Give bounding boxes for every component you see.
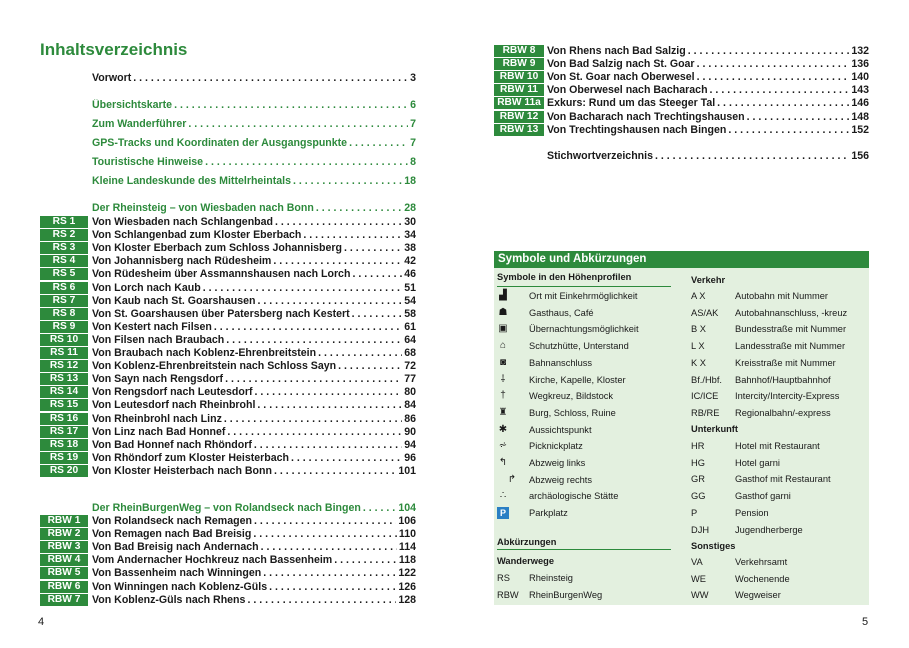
- legend-abbr-label: Wegweiser: [735, 590, 781, 600]
- shelter-icon: ⌂: [499, 340, 507, 352]
- toc-leader-dots: [255, 399, 402, 412]
- legend-symbol-label: Bahnanschluss: [529, 357, 593, 368]
- route-code-badge: RS 6: [40, 282, 88, 294]
- toc-leader-dots: [336, 360, 402, 373]
- toc-entry-label: Der RheinBurgenWeg – von Rolandseck nach Bingen: [92, 502, 361, 514]
- legend-abbr-label: Bahnhof/Hauptbahnhof: [735, 374, 831, 385]
- toc-entry-rheinsteig[interactable]: [92, 268, 416, 281]
- legend-symbol-label: Burg, Schloss, Ruine: [529, 407, 616, 418]
- legend-abbr-label: Bundesstraße mit Nummer: [735, 324, 847, 335]
- toc-entry-rheinsteig[interactable]: [92, 399, 416, 412]
- legend-symbol-label: Abzweig rechts: [529, 474, 593, 485]
- toc-leader-dots: [201, 282, 403, 295]
- toc-entry-label: Von Filsen nach Braubach: [92, 333, 225, 346]
- legend-abbr-label: Landesstraße mit Nummer: [735, 341, 846, 352]
- lodging-icon: ▣: [498, 323, 508, 335]
- toc-entry-label: Von Bad Honnef nach Rhöndorf: [92, 438, 252, 451]
- toc-leader-dots: [251, 528, 397, 541]
- legend-abbr-label: Gasthof garni: [735, 491, 791, 502]
- legend-abbr: HR: [691, 441, 705, 451]
- toc-entry-rheinburgenweg[interactable]: [92, 594, 416, 607]
- route-code-badge: RS 10: [40, 334, 88, 346]
- toc-entry-page: 114: [398, 541, 416, 554]
- legend-abbr: WE: [691, 573, 706, 584]
- picnic-icon: ⩫: [498, 440, 508, 452]
- legend-abbr: L X: [691, 341, 705, 352]
- toc-entry-rheinsteig[interactable]: [92, 439, 416, 452]
- toc-leader-dots: [347, 137, 408, 150]
- town-icon: ▟: [499, 290, 507, 301]
- route-code-badge: RBW 10: [494, 71, 544, 83]
- toc-entry-page: 90: [404, 425, 416, 438]
- toc-entry-label: Von Remagen nach Bad Breisig: [92, 528, 252, 541]
- toc-entry-label: Von Rüdesheim über Assmannshausen nach Lorch: [92, 268, 351, 281]
- toc-entry-label: Von Kestert nach Filsen: [92, 320, 212, 333]
- toc-leader-dots: [224, 334, 402, 347]
- legend-symbol-label: Abzweig links: [529, 458, 586, 468]
- legend-symbol-label: Kirche, Kapelle, Kloster: [529, 374, 626, 385]
- legend-abbr-label: Hotel mit Restaurant: [735, 441, 820, 451]
- toc-entry-rheinsteig[interactable]: [92, 229, 416, 242]
- toc-entry-index[interactable]: [547, 150, 869, 163]
- legend-abbr-heading: Abkürzungen: [497, 537, 557, 547]
- legend-divider: [497, 286, 671, 287]
- toc-entry-label: Von Bacharach nach Trechtingshausen: [547, 110, 745, 123]
- legend-abbr: RS: [497, 573, 510, 583]
- toc-entry-label: Von Leutesdorf nach Rheinbrohl: [92, 399, 256, 412]
- archaeology-icon: ∴: [499, 490, 507, 502]
- legend-abbr-label: RheinBurgenWeg: [529, 589, 603, 600]
- legend-abbr: GG: [691, 491, 706, 502]
- toc-leader-dots: [186, 118, 408, 131]
- legend-symbol-label: Picknickplatz: [529, 441, 583, 452]
- toc-leader-dots: [172, 99, 408, 112]
- legend-symbol-label: Übernachtungsmöglichkeit: [529, 324, 639, 335]
- toc-entry-label: Der Rheinsteig – von Wiesbaden nach Bonn: [92, 202, 314, 214]
- toc-entry-page: 128: [398, 593, 416, 606]
- toc-leader-dots: [350, 308, 403, 321]
- toc-entry-rheinsteig[interactable]: [92, 386, 416, 399]
- toc-entry-page: 86: [404, 412, 416, 425]
- toc-heading-rheinsteig[interactable]: [92, 202, 416, 215]
- toc-entry-page: 126: [398, 580, 416, 593]
- legend-abbr: Bf./Hbf.: [691, 374, 723, 385]
- toc-entry-label: Kleine Landeskunde des Mittelrheintals: [92, 175, 291, 187]
- toc-leader-dots: [131, 72, 408, 85]
- toc-leader-dots: [252, 386, 402, 399]
- legend-abbr-label: Autobahnanschluss, -kreuz: [735, 307, 848, 318]
- toc-entry-page: 156: [851, 150, 869, 162]
- legend-abbr-label: Gasthof mit Restaurant: [735, 474, 831, 485]
- route-code-badge: RS 9: [40, 321, 88, 333]
- legend-abbr: RB/RE: [691, 407, 720, 418]
- legend-abbr: B X: [691, 324, 706, 335]
- route-code-badge: RBW 13: [494, 124, 544, 136]
- toc-entry-label: Von Rolandseck nach Remagen: [92, 515, 252, 527]
- legend-symbol-label: Wegkreuz, Bildstock: [529, 391, 614, 402]
- toc-entry-rheinsteig[interactable]: [92, 426, 416, 439]
- toc-entry-page: 106: [398, 515, 416, 527]
- toc-entry-page: 136: [851, 58, 869, 71]
- toc-entry-label: Von Lorch nach Kaub: [92, 281, 201, 294]
- toc-leader-dots: [203, 156, 408, 169]
- legend-abbr: AS/AK: [691, 307, 719, 318]
- toc-entry-rheinsteig[interactable]: [92, 452, 416, 465]
- toc-entry-label: Übersichtskarte: [92, 99, 173, 111]
- toc-entry[interactable]: [92, 137, 416, 150]
- route-code-badge: RS 4: [40, 255, 88, 267]
- legend-abbr: P: [691, 507, 698, 518]
- toc-entry-rheinsteig[interactable]: [92, 465, 416, 478]
- toc-entry-label: Von Bad Salzig nach St. Goar: [547, 58, 695, 71]
- legend-abbr: WW: [691, 590, 709, 600]
- legend-symbol-label: Aussichtspunkt: [529, 424, 592, 435]
- toc-heading-rheinburgenweg[interactable]: [92, 502, 416, 515]
- toc-entry-page: 7: [410, 118, 416, 130]
- toc-leader-dots: [350, 268, 402, 281]
- toc-entry-rheinsteig[interactable]: [92, 216, 416, 229]
- route-code-badge: RBW 2: [40, 528, 88, 540]
- turn-right-icon: ↱: [507, 473, 517, 485]
- toc-entry[interactable]: [92, 175, 416, 188]
- toc-entry-label: Vom Andernacher Hochkreuz nach Bassenheim: [92, 554, 333, 567]
- toc-entry-page: 96: [404, 451, 416, 464]
- toc-entry-label: Vorwort: [92, 72, 132, 84]
- toc-entry-rheinsteig[interactable]: [92, 295, 416, 308]
- toc-entry-page: 80: [404, 386, 416, 399]
- toc-entry-page: 8: [410, 156, 416, 168]
- toc-entry-rheinsteig[interactable]: [92, 308, 416, 321]
- toc-entry-page: 58: [404, 307, 416, 320]
- toc-leader-dots: [271, 255, 402, 268]
- route-code-badge: RS 8: [40, 308, 88, 320]
- toc-entry-page: 143: [851, 84, 869, 97]
- toc-leader-dots: [252, 515, 396, 528]
- route-code-badge: RBW 12: [494, 111, 544, 123]
- left-page: [0, 0, 454, 648]
- route-code-badge: RBW 5: [40, 567, 88, 579]
- castle-icon: ♜: [498, 406, 508, 418]
- toc-leader-dots: [245, 594, 396, 607]
- toc-entry-rheinburgenweg[interactable]: [92, 528, 416, 541]
- toc-entry-rheinburgenweg[interactable]: [547, 124, 869, 137]
- toc-entry-label: Von Bad Breisig nach Andernach: [92, 541, 259, 554]
- toc-leader-dots: [653, 150, 849, 163]
- toc-leader-dots: [726, 124, 849, 137]
- toc-entry-label: Von Bassenheim nach Winningen: [92, 567, 262, 580]
- route-code-badge: RBW 11: [494, 84, 544, 96]
- page-number-left: 4: [38, 616, 45, 628]
- toc-entry-label: Von Johannisberg nach Rüdesheim: [92, 255, 272, 268]
- toc-entry-label: Von Oberwesel nach Bacharach: [547, 84, 708, 97]
- toc-entry-page: 152: [851, 123, 869, 136]
- toc-leader-dots: [223, 373, 402, 386]
- toc-entry-page: 68: [404, 347, 416, 359]
- toc-entry-rheinsteig[interactable]: [92, 282, 416, 295]
- toc-leader-dots: [695, 71, 850, 84]
- toc-entry[interactable]: [92, 72, 416, 85]
- viewpoint-icon: ✱: [498, 423, 508, 435]
- toc-entry-page: 18: [404, 175, 416, 187]
- toc-leader-dots: [272, 465, 396, 478]
- legend-verkehr-heading: Verkehr: [691, 275, 726, 285]
- route-code-badge: RBW 11a: [494, 97, 544, 109]
- toc-entry-rheinsteig[interactable]: [92, 347, 416, 360]
- legend-symbol-label: Parkplatz: [529, 508, 568, 519]
- route-code-badge: RS 2: [40, 229, 88, 241]
- legend-sonstiges-heading: Sonstiges: [691, 541, 736, 551]
- route-code-badge: RS 17: [40, 426, 88, 438]
- toc-leader-dots: [259, 541, 397, 554]
- toc-entry-rheinburgenweg[interactable]: [547, 84, 869, 97]
- legend-symbols-heading: Symbole in den Höhenprofilen: [497, 272, 632, 282]
- toc-entry[interactable]: [92, 99, 416, 112]
- legend-title: Symbole und Abkürzungen: [494, 251, 869, 268]
- toc-entry-label: Zum Wanderführer: [92, 118, 187, 130]
- toc-entry[interactable]: [92, 156, 416, 169]
- route-code-badge: RS 1: [40, 216, 88, 228]
- legend-abbr-label: Autobahn mit Nummer: [735, 291, 829, 301]
- toc-entry-page: 28: [404, 202, 416, 214]
- legend-abbr-label: Wochenende: [735, 573, 790, 584]
- page-number-right: 5: [862, 616, 869, 628]
- toc-entry-label: Von Koblenz-Güls nach Rhens: [92, 593, 246, 606]
- toc-leader-dots: [273, 216, 402, 229]
- turn-left-icon: ↰: [498, 457, 508, 468]
- toc-entry-page: 7: [410, 137, 416, 149]
- route-code-badge: RS 11: [40, 347, 88, 359]
- route-code-badge: RBW 4: [40, 554, 88, 566]
- toc-entry-label: Von St. Goar nach Oberwesel: [547, 71, 695, 84]
- route-code-badge: RBW 1: [40, 515, 88, 527]
- route-code-badge: RS 3: [40, 242, 88, 254]
- toc-entry-rheinsteig[interactable]: [92, 334, 416, 347]
- toc-entry-rheinsteig[interactable]: [92, 360, 416, 373]
- legend-unterkunft-heading: Unterkunft: [691, 424, 738, 434]
- toc-entry-rheinsteig[interactable]: [92, 413, 416, 426]
- toc-entry-page: 46: [404, 268, 416, 281]
- toc-leader-dots: [222, 413, 402, 426]
- route-code-badge: RS 20: [40, 465, 88, 477]
- toc-entry-label: Touristische Hinweise: [92, 156, 204, 168]
- toc-leader-dots: [316, 347, 402, 360]
- legend-abbr-label: Jugendherberge: [735, 524, 803, 535]
- toc-entry-page: 34: [404, 229, 416, 242]
- toc-entry-rheinburgenweg[interactable]: [547, 111, 869, 124]
- toc-entry-label: Von Schlangenbad zum Kloster Eberbach: [92, 229, 302, 242]
- toc-entry-page: 110: [398, 528, 416, 541]
- route-code-badge: RS 5: [40, 268, 88, 280]
- legend-abbr: K X: [691, 357, 706, 368]
- legend-symbol-label: Schutzhütte, Unterstand: [529, 341, 629, 352]
- toc-entry-page: 132: [851, 45, 869, 57]
- toc-leader-dots: [342, 242, 402, 255]
- toc-entry-rheinburgenweg[interactable]: [547, 97, 869, 110]
- toc-entry-rheinburgenweg[interactable]: [92, 581, 416, 594]
- toc-leader-dots: [289, 452, 402, 465]
- toc-leader-dots: [261, 567, 396, 580]
- legend-abbr-label: Kreisstraße mit Nummer: [735, 357, 836, 368]
- legend-divider: [497, 549, 671, 550]
- toc-entry-page: 122: [398, 567, 416, 580]
- legend-abbr: GR: [691, 474, 705, 485]
- legend-abbr-label: Hotel garni: [735, 457, 780, 468]
- toc-entry-page: 140: [851, 71, 869, 84]
- page-title: Inhaltsverzeichnis: [40, 40, 188, 59]
- route-code-badge: RS 12: [40, 360, 88, 372]
- legend-wanderwege-heading: Wanderwege: [497, 556, 554, 566]
- toc-entry-label: Von Sayn nach Rengsdorf: [92, 373, 224, 386]
- legend-abbr: A X: [691, 291, 706, 301]
- toc-entry-page: 146: [851, 97, 869, 110]
- toc-entry-label: Von Wiesbaden nach Schlangenbad: [92, 216, 274, 228]
- legend-abbr-label: Verkehrsamt: [735, 557, 788, 567]
- toc-entry-rheinsteig[interactable]: [92, 321, 416, 334]
- toc-entry-label: Von St. Goarshausen über Patersberg nach Kestert: [92, 307, 350, 320]
- toc-entry-rheinburgenweg[interactable]: [547, 58, 869, 71]
- toc-entry-page: 38: [404, 242, 416, 255]
- route-code-badge: RBW 3: [40, 541, 88, 553]
- legend-symbol-label: Gasthaus, Café: [529, 307, 594, 318]
- toc-entry-label: Von Koblenz-Ehrenbreitstein nach Schloss Sayn: [92, 360, 337, 373]
- legend-abbr: IC/ICE: [691, 391, 719, 402]
- toc-entry-label: Von Rhöndorf zum Kloster Heisterbach: [92, 451, 289, 464]
- toc-leader-dots: [267, 581, 396, 594]
- toc-entry-page: 64: [404, 333, 416, 346]
- toc-leader-dots: [225, 426, 402, 439]
- route-code-badge: RBW 8: [494, 45, 544, 57]
- route-code-badge: RS 13: [40, 373, 88, 385]
- toc-entry-page: 94: [404, 438, 416, 451]
- parking-icon: P: [497, 507, 509, 519]
- legend-symbol-label: Ort mit Einkehrmöglichkeit: [529, 291, 638, 301]
- legend-abbr: RBW: [497, 589, 519, 600]
- toc-leader-dots: [361, 502, 396, 515]
- toc-leader-dots: [695, 58, 850, 71]
- cross-icon: †: [500, 390, 506, 402]
- route-code-badge: RS 14: [40, 386, 88, 398]
- toc-leader-dots: [212, 321, 402, 334]
- legend-abbr: VA: [691, 557, 703, 567]
- toc-entry-label: Von Kaub nach St. Goarshausen: [92, 294, 256, 307]
- train-icon: ◙: [499, 356, 507, 368]
- toc-leader-dots: [708, 84, 850, 97]
- toc-entry-page: 84: [404, 399, 416, 412]
- toc-entry-label: Von Kloster Eberbach zum Schloss Johannisberg: [92, 242, 342, 255]
- route-code-badge: RS 19: [40, 452, 88, 464]
- toc-entry-label: Von Kloster Heisterbach nach Bonn: [92, 464, 272, 477]
- toc-entry-label: Von Rhens nach Bad Salzig: [547, 45, 686, 57]
- toc-entry-page: 104: [398, 502, 416, 514]
- toc-entry-rheinburgenweg[interactable]: [547, 71, 869, 84]
- toc-leader-dots: [291, 175, 402, 188]
- legend-abbr: DJH: [691, 524, 710, 535]
- toc-leader-dots: [715, 97, 849, 110]
- toc-entry-rheinburgenweg[interactable]: [92, 541, 416, 554]
- legend-abbr-label: Regionalbahn/-express: [735, 407, 831, 418]
- toc-entry-page: 77: [404, 373, 416, 386]
- toc-entry-label: Exkurs: Rund um das Steeger Tal: [547, 97, 716, 110]
- toc-entry-label: Von Braubach nach Koblenz-Ehrenbreitstein: [92, 347, 317, 359]
- toc-entry-page: 3: [410, 72, 416, 84]
- toc-entry-rheinburgenweg[interactable]: [92, 567, 416, 580]
- toc-entry-rheinsteig[interactable]: [92, 373, 416, 386]
- toc-leader-dots: [314, 202, 402, 215]
- toc-entry-label: GPS-Tracks und Koordinaten der Ausgangspunkte: [92, 137, 348, 149]
- toc-entry-label: Von Rheinbrohl nach Linz: [92, 412, 222, 425]
- route-code-badge: RS 15: [40, 399, 88, 411]
- legend-box: [494, 251, 869, 605]
- toc-entry-page: 148: [851, 110, 869, 123]
- legend-symbol-label: archäologische Stätte: [529, 491, 619, 502]
- toc-entry-page: 51: [404, 281, 416, 294]
- route-code-badge: RS 16: [40, 413, 88, 425]
- route-code-badge: RBW 7: [40, 594, 88, 606]
- toc-entry-label: Von Rengsdorf nach Leutesdorf: [92, 386, 253, 399]
- legend-abbr-label: Rheinsteig: [529, 573, 573, 583]
- inn-icon: ☗: [498, 306, 508, 318]
- toc-entry-page: 6: [410, 99, 416, 111]
- toc-entry-label: Von Winningen nach Koblenz-Güls: [92, 580, 268, 593]
- toc-entry-label: Von Trechtingshausen nach Bingen: [547, 123, 727, 136]
- route-code-badge: RS 18: [40, 439, 88, 451]
- toc-entry-rheinsteig[interactable]: [92, 242, 416, 255]
- legend-abbr-label: Pension: [735, 507, 769, 518]
- toc-entry-rheinburgenweg[interactable]: [92, 515, 416, 528]
- toc-entry-rheinsteig[interactable]: [92, 255, 416, 268]
- church-icon: ⸸: [500, 373, 506, 385]
- legend-abbr-label: Intercity/Intercity-Express: [735, 391, 840, 402]
- toc-entry-page: 101: [398, 464, 416, 477]
- toc-leader-dots: [255, 295, 402, 308]
- toc-entry-page: 61: [404, 320, 416, 333]
- route-code-badge: RBW 6: [40, 581, 88, 593]
- legend-abbr: HG: [691, 457, 705, 468]
- toc-entry-label: Stichwortverzeichnis: [547, 150, 653, 162]
- toc-entry-rheinburgenweg[interactable]: [547, 45, 869, 58]
- toc-leader-dots: [301, 229, 402, 242]
- toc-leader-dots: [332, 554, 397, 567]
- toc-entry-rheinburgenweg[interactable]: [92, 554, 416, 567]
- toc-entry-page: 118: [398, 554, 416, 567]
- route-code-badge: RS 7: [40, 295, 88, 307]
- toc-entry-page: 42: [404, 255, 416, 268]
- toc-leader-dots: [686, 45, 850, 58]
- toc-entry-page: 72: [404, 360, 416, 373]
- toc-leader-dots: [745, 111, 850, 124]
- toc-leader-dots: [252, 439, 402, 452]
- toc-entry[interactable]: [92, 118, 416, 131]
- route-code-badge: RBW 9: [494, 58, 544, 70]
- toc-entry-page: 30: [404, 216, 416, 228]
- toc-entry-label: Von Linz nach Bad Honnef: [92, 425, 226, 438]
- toc-entry-page: 54: [404, 294, 416, 307]
